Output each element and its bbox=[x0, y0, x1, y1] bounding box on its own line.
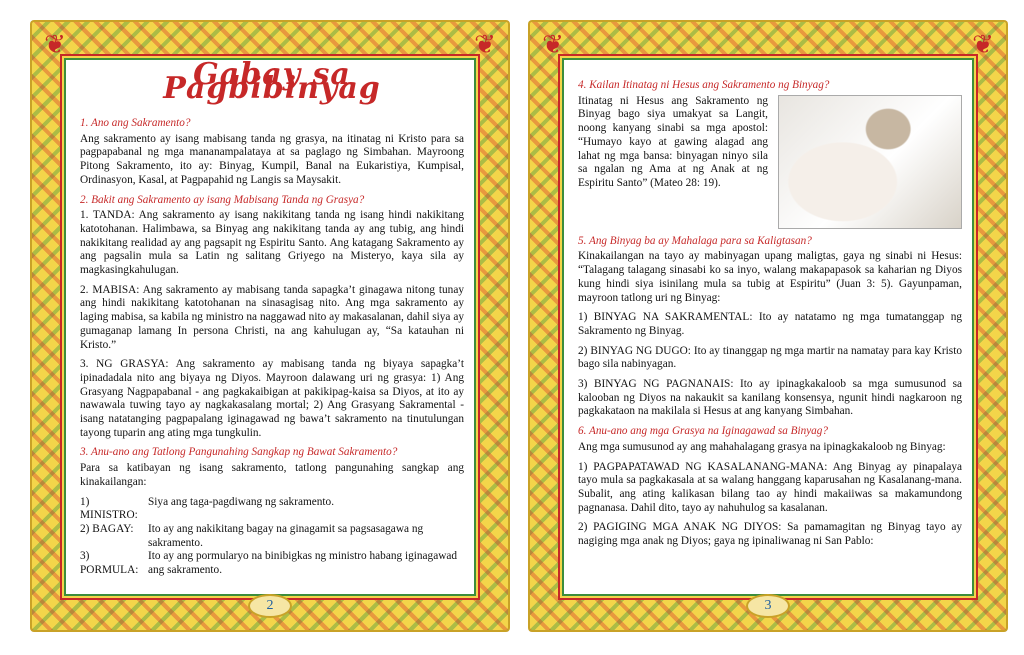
section-heading: 5. Ang Binyag ba ay Mahalaga para sa Kaligtasan? bbox=[578, 234, 812, 247]
paragraph: Para sa katibayan ng isang sakramento, tatlong pangunahing sangkap ang kinakailangan: bbox=[80, 462, 464, 488]
section-heading: 4. Kailan Itinatag ni Hesus ang Sakramento ng Binyag? bbox=[578, 79, 830, 91]
paragraph: Ang mga sumusunod ay ang mahahalagang grasya na ipinagkakaloob ng Binyag: bbox=[578, 440, 946, 453]
baptism-photo bbox=[778, 95, 962, 229]
paragraph: Ang sakramento ay isang mabisang tanda ng grasya, na itinatag ni Kristo para sa pagpapabanal ng mga mananampalataya at sa paglago ng Simbahan. Mayroong Pitong Sakramento, ito ay: Binyag, Kumpil, Banal na Eukaristiya, Kumpisal, Ordinasyon, Kasal, at Pagpapahid ng Langis sa Maysakit. bbox=[80, 132, 464, 186]
paragraph: 2) PAGIGING MGA ANAK NG DIYOS: Sa pamamagitan ng Binyag tayo ay nagiging mga anak ng Diyos; gaya ng ipinaliwanag ni San Pablo: bbox=[578, 521, 962, 548]
right-page bbox=[528, 20, 1008, 632]
paragraph: 2. MABISA: Ang sakramento ay mabisang tanda sapagka’t ginagawa nitong tunay ang hindi nakikitang katotohanan na sinasagisag nito. Ang mga sakramento ay laging mabisa, sa kabila ng ministro na naggawad nito ay makasalanan, dahil siya ay gumaganap lamang In persona Christi, na ang kahulugan ay, “Sa katauhan ni Kristo.” bbox=[80, 283, 464, 351]
paragraph: 3) BINYAG NG PAGNANAIS: Ito ay ipinagkakaloob sa mga sumusunod sa kalooban ng Diyos na nakaukit sa kanilang konsensya, ngunit hindi nagkaroon ng pagkakataon na makilala si Hesus at ang kanyang Simbahan. bbox=[578, 378, 962, 418]
paragraph: 1) PAGPAPATAWAD NG KASALANANG-MANA: Ang Binyag ay pinapalaya tayo mula sa pagkakasala at sa walang hanggang kaparusahan ng Kasalanang-mana. Subalit, ang ating kalikasan bilang tao ay hindi makaiiwas sa makamundong pagnanasa. Dahil dito, tayo ay nahuhulog sa kasalanan. bbox=[578, 460, 962, 514]
left-content bbox=[80, 57, 464, 580]
ornament-icon: ❦ bbox=[972, 30, 994, 59]
left-page bbox=[30, 20, 510, 632]
paragraph: 2) BINYAG NG DUGO: Ito ay tinanggap ng mga martir na namatay para kay Kristo bago sila nabinyagan. bbox=[578, 344, 962, 371]
section-heading: 1. Ano ang Sakramento? bbox=[80, 117, 191, 129]
paragraph: 1. TANDA: Ang sakramento ay isang nakikitang tanda ng isang hindi nakikitang katotohanan. Halimbawa, sa Binyag ang nakikitang tanda ay ang tubig, ang hindi nakikitang realidad ay ang pagsapit ng Espiritu Santo. Ang katagang Sakramento ay ang pagsalin mula sa Latin ng salitang Griyego na Misteryo, kaya sila ay magkasingkahulugan. bbox=[80, 209, 464, 277]
paragraph: Kinakailangan na tayo ay mabinyagan upang maligtas, gaya ng sinabi ni Hesus: “Talagang talagang sinasabi ko sa inyo, walang makapapasok sa kaharian ng Diyos kung hindi siya isinilang mula sa tubig at Espiritu” (Juan 3: 5). Gayunpaman, mayroon tatlong uri ng Binyag: bbox=[578, 250, 962, 304]
page-number: 2 bbox=[248, 594, 292, 618]
paragraph: Itinatag ni Hesus ang Sakramento ng Binyag bago siya umakyat sa Langit, noong kanyang sinabi sa mga apostol: “Humayo kayo at gawing alagad ang lahat ng mga bansa: binyagan ninyo sila sa ngalan ng Ama at ng Anak at ng Espiritu Santo” (Mateo 28: 19). bbox=[578, 94, 768, 189]
section-heading: 6. Anu-ano ang mga Grasya na Iginagawad sa Binyag? bbox=[578, 425, 828, 438]
page-number: 3 bbox=[746, 594, 790, 618]
definition-item: 2) BAGAY: Ito ay ang nakikitang bagay na ginagamit sa pagsasagawa ng sakramento. bbox=[80, 522, 424, 549]
definition-item: 3) PORMULA: Ito ay ang pormularyo na binibigkas ng ministro habang iginagawad ang sakramento. bbox=[80, 550, 458, 577]
right-content bbox=[578, 74, 962, 580]
section-heading: 3. Anu-ano ang Tatlong Pangunahing Sangkap ng Bawat Sakramento? bbox=[80, 446, 398, 459]
ornament-icon: ❦ bbox=[44, 30, 66, 59]
ornament-icon: ❦ bbox=[474, 30, 496, 59]
definition-item: 1) MINISTRO: Siya ang taga-pagdiwang ng sakramento. bbox=[80, 495, 335, 522]
paragraph: 1) BINYAG NA SAKRAMENTAL: Ito ay natatamo ng mga tumatanggap ng Sakramento ng Binyag. bbox=[578, 311, 962, 337]
page-title: Gabay sa Pagbibinyag bbox=[163, 57, 381, 106]
ornament-icon: ❦ bbox=[542, 30, 564, 59]
section-heading: 2. Bakit ang Sakramento ay isang Mabisang Tanda ng Grasya? bbox=[80, 193, 365, 206]
paragraph: 3. NG GRASYA: Ang sakramento ay mabisang tanda ng biyaya sapagka’t ipinadadala nito ang biyaya ng Diyos. Mayroon dalawang uri ng grasya: 1) Ang Grasyang Nagpapabanal - ang pagkakaibigan at pakikipag-kaisa sa Diyos, at ito ay nawawala tuwing tayo ay nagkakasalang mortal; 2) Ang Grasyang Sakramental - isang natatanging pagpapalang iginagawad ng bawa’t sakramento na tinutulungan tayong tuparin ang ating mga tungkulin. bbox=[80, 358, 464, 439]
